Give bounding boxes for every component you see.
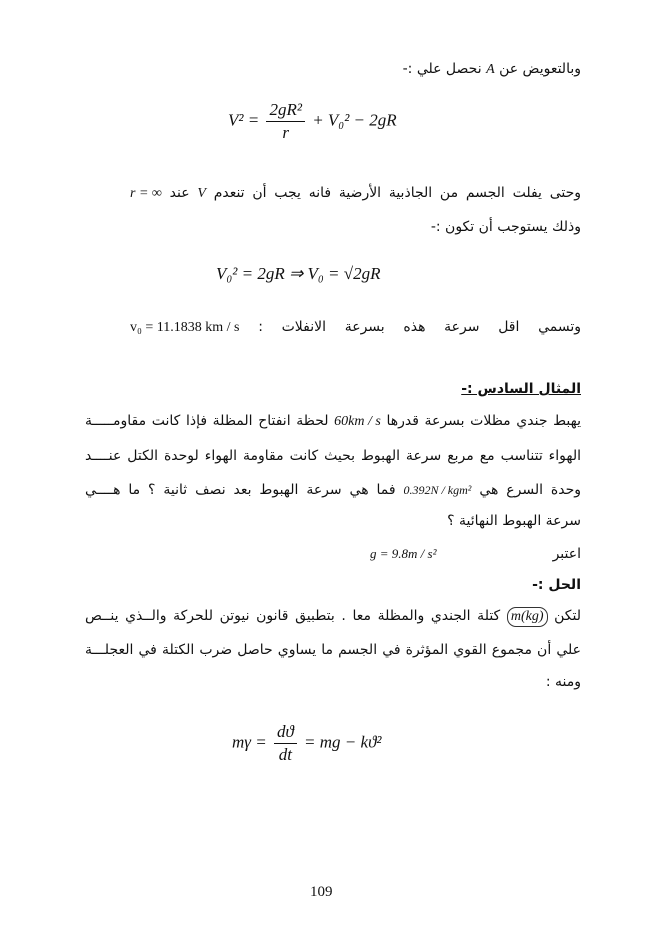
text: فما هي سرعة الهبوط بعد نصف ثانية ؟ ما هــــي: [85, 482, 396, 498]
initial-speed: 60km / s: [334, 414, 381, 429]
eq1-rhs: + V₀² − 2gR: [312, 110, 397, 130]
eq3-denominator: dt: [278, 745, 292, 764]
problem-line-3: [85, 481, 581, 499]
eq1-fraction: [266, 100, 304, 143]
problem-line-4: سرعة الهبوط النهائية ؟: [447, 513, 581, 529]
text: لتكن: [554, 608, 582, 624]
problem-line-2: الهواء تتناسب مع مربع سرعة الهبوط بحيث كانت مقاومة الهواء لوحدة الكتل عنــــد: [85, 448, 581, 464]
eq1-numerator: 2gR²: [266, 100, 304, 122]
resistance-value: 0.392N / kgm²: [403, 483, 472, 497]
text: يهبط جندي مظلات بسرعة قدرها: [386, 413, 581, 429]
solution-heading: الحل :-: [532, 577, 581, 593]
solution-line-2: علي أن مجموع القوي المؤثرة في الجسم ما يساوي حاصل ضرب الكتلة في العجلـــة: [85, 642, 581, 658]
line-escape-speed: [130, 318, 581, 337]
text: نحصل علي :-: [402, 61, 482, 77]
var-v: V: [197, 186, 206, 201]
var-a: A: [486, 62, 495, 77]
equation-motion: [232, 722, 382, 765]
eq1-lhs: V² =: [228, 110, 260, 130]
equation-escape-velocity: V₀² = 2gR ⇒ V₀ = √2gR: [216, 264, 381, 283]
gravity-value: g = 9.8m / s²: [370, 546, 437, 561]
page-number: 109: [310, 884, 333, 900]
condition-r-infinity: r = ∞: [130, 186, 162, 201]
text: وتسمي اقل سرعة هذه بسرعة الانفلات :: [258, 319, 582, 335]
text: وحتى يفلت الجسم من الجاذبية الأرضية فانه يجب أن تنعدم: [213, 185, 582, 201]
text: كتلة الجندي والمظلة معا . بتطبيق قانون نيوتن للحركة والــذي ينــص: [85, 608, 501, 624]
eq3-fraction: [274, 722, 297, 765]
equation-velocity-squared: [228, 100, 397, 143]
eq3-rhs: = mg − kϑ²: [304, 732, 382, 752]
example-heading: المثال السادس :-: [461, 381, 581, 397]
line-requires: وذلك يستوجب أن تكون :-: [430, 219, 581, 235]
eq1-denominator: r: [282, 123, 289, 142]
escape-speed-value: v₀ = 11.1838 km / s: [130, 320, 240, 335]
solution-line-3: ومنه :: [545, 674, 581, 690]
eq3-lhs: mγ =: [232, 732, 267, 752]
text: وبالتعويض عن: [499, 61, 581, 77]
problem-line-1: [85, 412, 581, 431]
text: لحظة انفتاح المظلة فإذا كانت مقاومـــــة: [85, 413, 329, 429]
text: وحدة السرع هي: [479, 482, 581, 498]
consider-label: اعتبر: [552, 546, 581, 562]
text: عند: [169, 185, 190, 201]
line-escape-condition: [130, 184, 581, 203]
mass-variable: m(kg): [507, 607, 548, 627]
line-consider-g: [370, 545, 581, 563]
solution-line-1: [85, 607, 581, 627]
line-substitution: [403, 60, 581, 79]
eq3-numerator: dϑ: [274, 722, 297, 744]
